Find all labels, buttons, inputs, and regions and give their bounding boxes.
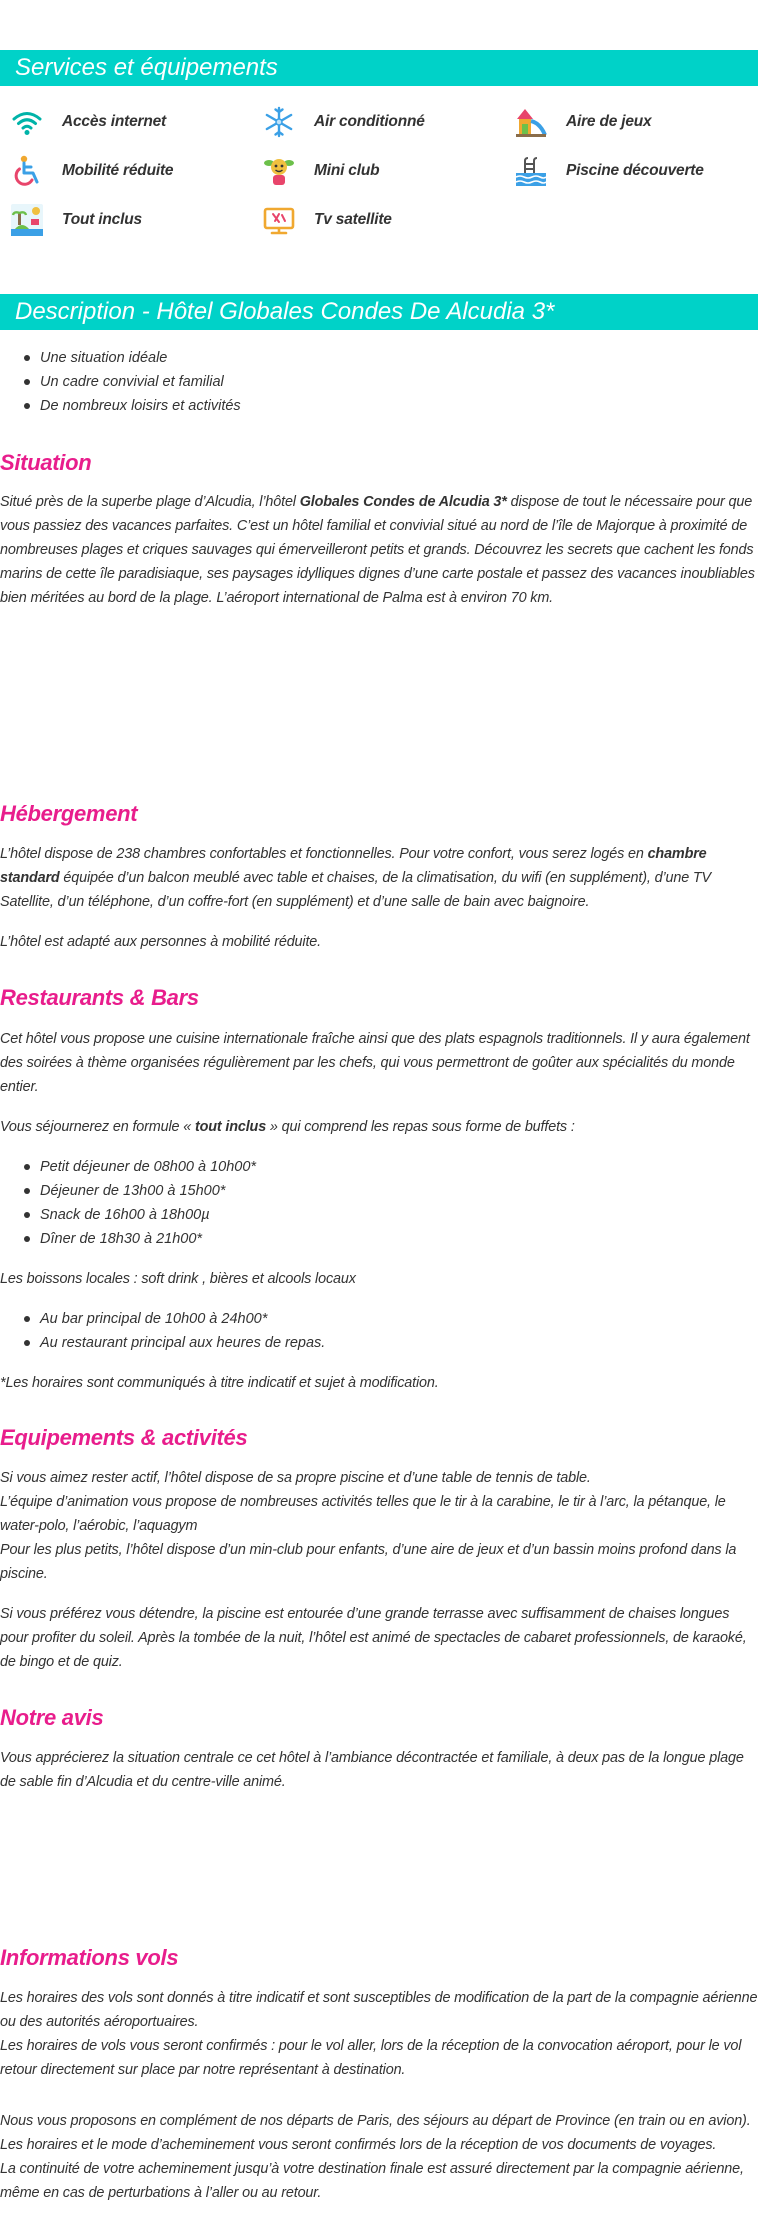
amenity-mini-club: [262, 155, 379, 187]
list-item: Petit déjeuner de 08h00 à 10h00*: [24, 1155, 256, 1179]
amenity-outdoor-pool: [514, 155, 704, 187]
list-item: Snack de 16h00 à 18h00µ: [24, 1203, 256, 1227]
drinks-intro: Les boissons locales : soft drink , bières et alcools locaux: [0, 1271, 356, 1287]
services-header: Services et équipements: [0, 50, 758, 86]
wheelchair-icon: [10, 154, 44, 188]
review-paragraph: Vous apprécierez la situation centrale ce cet hôtel à l’ambiance décontractée et familiale, à deux pas de la longue plage de sable fin d’Alcudia et du centre-ville animé.: [0, 1750, 744, 1790]
amenity-playground: [514, 106, 651, 138]
wifi-icon: [10, 105, 44, 139]
all-inclusive-icon: [10, 203, 44, 237]
drinks-list: [24, 1307, 325, 1355]
amenity-label: Piscine découverte: [566, 162, 704, 179]
list-item: De nombreux loisirs et activités: [24, 394, 241, 418]
amenity-all-inclusive: [10, 204, 142, 236]
list-item: Au restaurant principal aux heures de repas.: [24, 1331, 325, 1355]
restaurants-heading: Restaurants & Bars: [0, 985, 199, 1010]
amenity-label: Accès internet: [62, 113, 167, 130]
playground-icon: [514, 105, 548, 139]
flights-province: Nous vous proposons en complément de nos départs de Paris, des séjours au départ de Province (en train ou en avion). Les horaires et le mode d’acheminement vous seront confirmés lors de la réception de vos documents de voyages. La continuité de votre acheminement jusqu’à votre destination finale est assuré directement par la compagnie aérienne, même en cas de perturbations à l’aller ou au retour.: [0, 2113, 751, 2201]
flights-paragraph: Les horaires des vols sont donnés à titre indicatif et sont susceptibles de modification de la part de la compagnie aérienne ou des autorités aéroportuaires. Les horaires de vols vous seront confirmés : pour le vol aller, lors de la réception de la convocation aéroport, pour le vol retour directement sur place par notre représentant à destination.: [0, 1990, 758, 2078]
activities-heading: Equipements & activités: [0, 1425, 248, 1450]
amenity-label: Tv satellite: [314, 211, 392, 228]
activities-relax: Si vous préférez vous détendre, la piscine est entourée d’une grande terrasse avec suffisamment de chaises longues pour profiter du soleil. Après la tombée de la nuit, l’hôtel est animé de spectacles de cabaret professionnels, de karaoké, de bingo et de quiz.: [0, 1606, 747, 1670]
list-item: Dîner de 18h30 à 21h00*: [24, 1227, 256, 1251]
restaurants-formula: Vous séjournerez en formule « tout inclus » qui comprend les repas sous forme de buffets :: [0, 1119, 575, 1135]
snowflake-icon: [262, 105, 296, 139]
amenity-internet: [10, 106, 166, 138]
amenities-grid: [0, 104, 758, 244]
amenity-label: Mini club: [314, 162, 380, 179]
list-item: Au bar principal de 10h00 à 24h00*: [24, 1307, 325, 1331]
situation-paragraph: Situé près de la superbe plage d’Alcudia, l’hôtel Globales Condes de Alcudia 3* dispose de tout le nécessaire pour que vous passiez des vacances parfaites. C’est un hôtel familial et convivial situé au nord de l’île de Majorque à proximité de nombreuses plages et criques sauvages qui émerveilleront petits et grands. Découvrez les secrets que cachent les fonds marins de cette île paradisiaque, ses paysages idylliques dignes d’une carte postale et passez des vacances inoubliables bien méritées au bord de la plage. L’aéroport international de Palma est à environ 70 km.: [0, 494, 755, 606]
accommodation-heading: Hébergement: [0, 801, 138, 826]
accommodation-paragraph: L’hôtel dispose de 238 chambres confortables et fonctionnelles. Pour votre confort, vous serez logés en chambre standard équipée d’un balcon meublé avec table et chaises, de la climatisation, du wifi (en supplément), d’une TV Satellite, d’un téléphone, d’un coffre-fort (en supplément) et d’une salle de bain avec baignoire.: [0, 846, 711, 910]
amenity-reduced-mobility: [10, 155, 173, 187]
meals-list: [24, 1155, 256, 1251]
description-header: Description - Hôtel Globales Condes De Alcudia 3*: [0, 294, 758, 330]
amenity-air-conditioning: [262, 106, 425, 138]
tv-icon: [262, 203, 296, 237]
situation-heading: Situation: [0, 450, 92, 475]
list-item: Un cadre convivial et familial: [24, 370, 241, 394]
highlights-list: [24, 346, 241, 418]
review-heading: Notre avis: [0, 1705, 104, 1730]
amenity-label: Tout inclus: [62, 211, 142, 228]
mascot-icon: [262, 154, 296, 188]
amenity-label: Aire de jeux: [566, 113, 652, 130]
activities-paragraph: Si vous aimez rester actif, l’hôtel dispose de sa propre piscine et d’une table de tennis de table. L’équipe d’animation vous propose de nombreuses activités telles que le tir à la carabine, le tir à l’arc, la pétanque, le water-polo, l’aérobic, l’aquagym Pour les plus petits, l’hôtel dispose d’un min-club pour enfants, d’une aire de jeux et d’un bassin moins profond dans la piscine.: [0, 1470, 737, 1582]
flights-heading: Informations vols: [0, 1945, 179, 1970]
schedule-note: *Les horaires sont communiqués à titre indicatif et sujet à modification.: [0, 1375, 439, 1391]
accommodation-accessibility: L’hôtel est adapté aux personnes à mobilité réduite.: [0, 934, 322, 950]
list-item: Déjeuner de 13h00 à 15h00*: [24, 1179, 256, 1203]
list-item: Une situation idéale: [24, 346, 241, 370]
amenity-label: Air conditionné: [314, 113, 425, 130]
pool-icon: [514, 154, 548, 188]
restaurants-intro: Cet hôtel vous propose une cuisine internationale fraîche ainsi que des plats espagnols traditionnels. Il y aura également des soirées à thème organisées régulièrement par les chefs, qui vous permettront de goûter aux spécialités du monde entier.: [0, 1031, 750, 1095]
amenity-label: Mobilité réduite: [62, 162, 174, 179]
amenity-satellite-tv: [262, 204, 392, 236]
